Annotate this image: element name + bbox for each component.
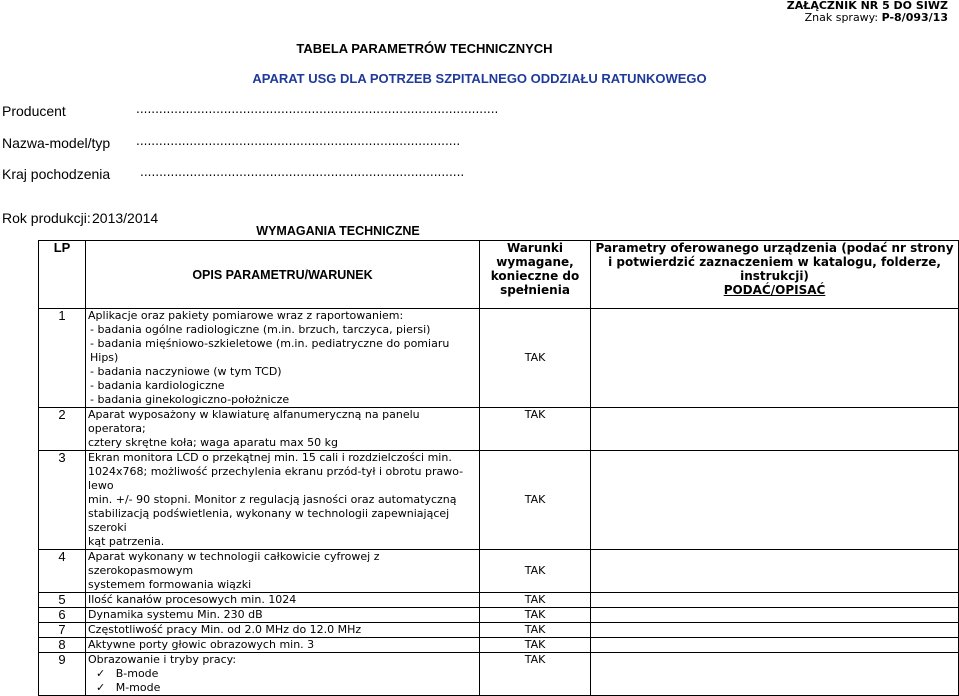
checklist-item (88, 681, 477, 695)
annex-header (787, 0, 948, 24)
row-number: 5 (39, 593, 86, 608)
row-line: Aplikacje oraz pakiety pomiarowe wraz z raportowaniem: (88, 309, 404, 322)
requirement-header: Warunki wymagane, konieczne do spełnienia (480, 241, 591, 309)
row-line: kąt patrzenia. (88, 535, 165, 548)
offered-parameters-text: Parametry oferowanego urządzenia (podać nr strony i potwierdzić zaznaczeniem w katalogu, folderze, instrukcji) (595, 241, 954, 283)
row-requirement: TAK (480, 653, 591, 696)
year-value: 2013/2014 (92, 210, 159, 226)
offered-parameters-note: PODAĆ/OPISAĆ (723, 283, 826, 297)
row-description (86, 408, 480, 451)
checklist-item (88, 667, 477, 681)
row-requirement: TAK (480, 608, 591, 623)
row-line: - badania ginekologiczno-położnicze (90, 393, 290, 406)
table-row (39, 550, 959, 593)
model-label: Nazwa-model/typ (2, 135, 111, 151)
offer-cell[interactable] (591, 550, 959, 593)
technical-parameters-table (38, 222, 959, 696)
checklist-label: M-mode (115, 681, 161, 694)
lp-header: LP (39, 241, 86, 309)
row-description (86, 550, 480, 593)
table-row (39, 408, 959, 451)
row-number: 4 (39, 550, 86, 593)
description-header: OPIS PARAMETRU/WARUNEK (86, 241, 480, 309)
table-row (39, 451, 959, 550)
table-row (39, 309, 959, 408)
row-number: 1 (39, 309, 86, 408)
row-description: Aktywne porty głowic obrazowych min. 3 (86, 638, 480, 653)
row-line: Obrazowanie i tryby pracy: (88, 653, 237, 666)
row-requirement: TAK (480, 623, 591, 638)
row-line: cztery skrętne koła; waga aparatu max 50 kg (88, 436, 338, 449)
row-line: stabilizacją podświetlenia, wykonany w technologii zapewniającej szeroki (88, 507, 450, 534)
document-title: TABELA PARAMETRÓW TECHNICZNYCH (296, 41, 553, 56)
offer-cell[interactable] (591, 608, 959, 623)
row-line: - badania kardiologiczne (90, 379, 225, 392)
row-line: min. +/- 90 stopni. Monitor z regulacją jasności oraz automatyczną (88, 493, 457, 506)
row-requirement: TAK (480, 593, 591, 608)
table-row (39, 623, 959, 638)
row-description: Ilość kanałów procesowych min. 1024 (86, 593, 480, 608)
row-description (86, 653, 480, 696)
row-line: - badania naczyniowe (w tym TCD) (90, 365, 282, 378)
row-line: 1024x768; możliwość przechylenia ekranu przód-tył i obrotu prawo-lewo (88, 465, 464, 492)
group-header: WYMAGANIA TECHNICZNE (86, 222, 591, 241)
offer-cell[interactable] (591, 309, 959, 408)
offer-cell[interactable] (591, 653, 959, 696)
offer-cell[interactable] (591, 451, 959, 550)
row-description: Dynamika systemu Min. 230 dB (86, 608, 480, 623)
checkmark-icon: ✓ (96, 681, 106, 694)
row-line: Ekran monitora LCD o przekątnej min. 15 cali i rozdzielczości min. (88, 451, 452, 464)
model-field[interactable]: ..................................................................................... (136, 134, 461, 148)
checklist-label: B-mode (115, 667, 159, 680)
producer-label: Producent (2, 103, 66, 119)
offer-cell[interactable] (591, 408, 959, 451)
row-description: Częstotliwość pracy Min. od 2.0 MHz do 12.0 MHz (86, 623, 480, 638)
table-row (39, 638, 959, 653)
producer-field[interactable]: ............................................................................................... (136, 102, 499, 116)
row-line: Aparat wyposażony w klawiaturę alfanumeryczną na panelu operatora; (88, 408, 420, 435)
case-number-value: P-8/093/13 (881, 11, 948, 24)
table-row (39, 653, 959, 696)
row-number: 7 (39, 623, 86, 638)
case-number (787, 12, 948, 24)
offer-cell[interactable] (591, 638, 959, 653)
row-requirement: TAK (480, 550, 591, 593)
row-number: 6 (39, 608, 86, 623)
row-number: 9 (39, 653, 86, 696)
row-description (86, 309, 480, 408)
checkmark-icon: ✓ (96, 667, 106, 680)
offer-cell[interactable] (591, 593, 959, 608)
row-number: 2 (39, 408, 86, 451)
document-subtitle: APARAT USG DLA POTRZEB SZPITALNEGO ODDZIAŁU RATUNKOWEGO (252, 71, 707, 86)
row-line: systemem formowania wiązki (88, 578, 252, 591)
offered-parameters-header (591, 241, 959, 309)
row-requirement: TAK (480, 408, 591, 451)
row-number: 8 (39, 638, 86, 653)
row-description (86, 451, 480, 550)
row-requirement: TAK (480, 451, 591, 550)
row-requirement: TAK (480, 309, 591, 408)
country-field[interactable]: ..................................................................................... (140, 165, 465, 179)
annex-title: ZAŁĄCZNIK NR 5 DO SIWZ (786, 0, 948, 12)
row-line: - badania ogólne radiologiczne (m.in. brzuch, tarczyca, piersi) (90, 323, 431, 336)
country-label: Kraj pochodzenia (2, 166, 111, 182)
case-number-label: Znak sprawy: (804, 11, 882, 24)
row-line: - badania mięśniowo-szkieletowe (m.in. pediatryczne do pomiaru Hips) (90, 337, 450, 364)
row-line: Aparat wykonany w technologii całkowicie cyfrowej z szerokopasmowym (88, 550, 380, 577)
offer-cell[interactable] (591, 623, 959, 638)
row-number: 3 (39, 451, 86, 550)
row-requirement: TAK (480, 638, 591, 653)
year-label: Rok produkcji: (2, 210, 91, 226)
table-row (39, 608, 959, 623)
table-row (39, 593, 959, 608)
